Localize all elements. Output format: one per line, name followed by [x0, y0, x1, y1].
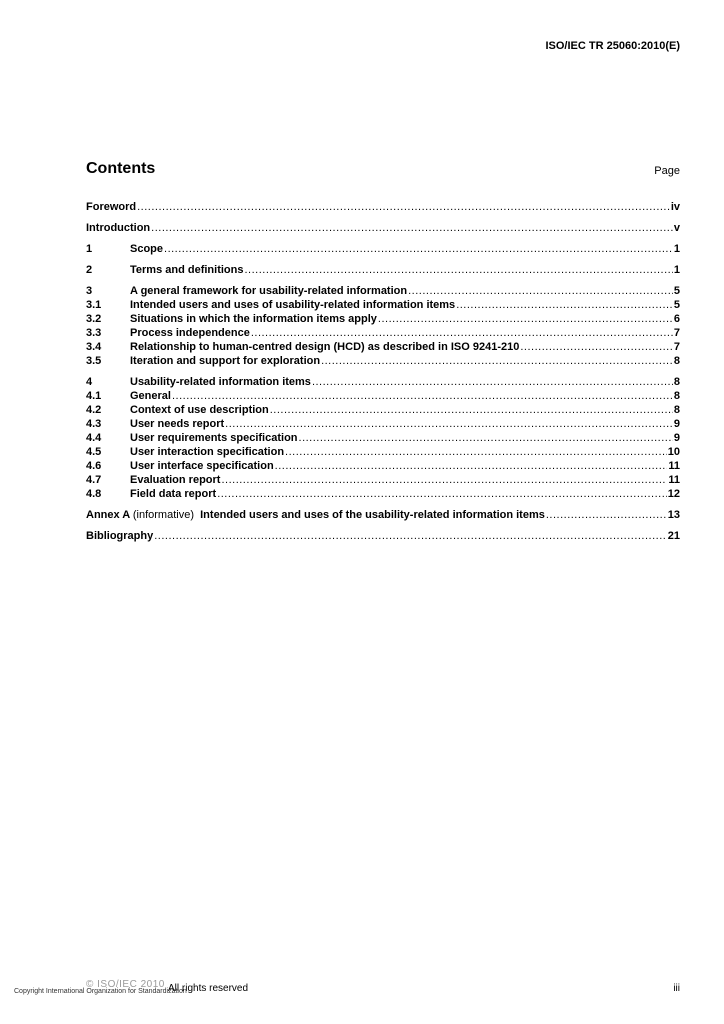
toc-entry-page: 1: [673, 243, 680, 255]
toc-entry-title: User interaction specification: [130, 446, 285, 458]
dot-leader: [251, 326, 673, 340]
toc-entry-page: iv: [670, 201, 680, 213]
toc-entry-number: 3: [86, 285, 93, 297]
toc-entry-number: 4.8: [86, 488, 102, 500]
document-id: ISO/IEC TR 25060:2010(E): [545, 40, 680, 52]
annex-label: Annex A: [86, 509, 130, 521]
toc-entry-number: 4.3: [86, 418, 102, 430]
toc-entry-title: Usability-related information items: [130, 376, 311, 388]
dot-leader: [270, 403, 673, 417]
toc-entry-number: 2: [86, 264, 93, 276]
toc-entry[interactable]: [86, 375, 680, 389]
dot-leader: [456, 298, 673, 312]
dot-leader: [172, 389, 673, 403]
dot-leader: [378, 312, 673, 326]
toc-entry-page: 5: [673, 299, 680, 311]
toc-entry-number: 4.6: [86, 460, 102, 472]
toc-entry[interactable]: [86, 417, 680, 431]
toc-entry-number: 3.5: [86, 355, 102, 367]
toc-entry[interactable]: [86, 354, 680, 368]
dot-leader: [217, 487, 667, 501]
toc-entry[interactable]: [86, 431, 680, 445]
toc-entry-title: A general framework for usability-related information: [130, 285, 408, 297]
toc-entry-title: Scope: [130, 243, 164, 255]
toc-entry[interactable]: [86, 284, 680, 298]
toc-entry-number: 4: [86, 376, 93, 388]
page-column-label: Page: [654, 165, 680, 177]
dot-leader: [244, 263, 672, 277]
table-of-contents: [86, 200, 680, 543]
dot-leader: [154, 529, 667, 543]
dot-leader: [520, 340, 673, 354]
toc-entry-number: 3.4: [86, 341, 102, 353]
toc-entry-title: Context of use description: [130, 404, 269, 416]
toc-entry[interactable]: [86, 326, 680, 340]
toc-entry-annex-a[interactable]: [86, 508, 680, 522]
toc-entry-number: 4.4: [86, 432, 102, 444]
toc-entry-page: 1: [673, 264, 680, 276]
annex-qualifier: (informative): [132, 509, 194, 521]
dot-leader: [221, 473, 667, 487]
toc-entry-number: 4.1: [86, 390, 102, 402]
toc-entry-page: 21: [667, 530, 680, 542]
toc-entry[interactable]: [86, 445, 680, 459]
toc-entry-page: 9: [673, 418, 680, 430]
dot-leader: [151, 221, 673, 235]
toc-entry-number: 3.1: [86, 299, 102, 311]
toc-entry[interactable]: [86, 340, 680, 354]
toc-entry-number: 3.2: [86, 313, 102, 325]
toc-entry[interactable]: [86, 312, 680, 326]
toc-entry[interactable]: [86, 263, 680, 277]
toc-entry-page: 6: [673, 313, 680, 325]
toc-entry-title: Relationship to human-centred design (HCD) as described in ISO 9241-210: [130, 341, 520, 353]
toc-entry[interactable]: [86, 473, 680, 487]
toc-entry-title: [86, 508, 545, 522]
toc-entry-title: User requirements specification: [130, 432, 298, 444]
toc-entry-page: 8: [673, 404, 680, 416]
toc-entry-title: Foreword: [86, 201, 137, 213]
toc-entry-page: 9: [673, 432, 680, 444]
toc-entry-page: 8: [673, 390, 680, 402]
toc-entry-number: 1: [86, 243, 93, 255]
toc-entry-page: v: [673, 222, 680, 234]
toc-entry-page: 10: [667, 446, 680, 458]
dot-leader: [225, 417, 673, 431]
footer-left: [14, 979, 314, 999]
toc-entry[interactable]: [86, 298, 680, 312]
toc-entry-title: Process independence: [130, 327, 250, 339]
toc-entry-number: 4.7: [86, 474, 102, 486]
footer-ghost-copyright: © ISO/IEC 2010: [86, 979, 165, 990]
dot-leader: [312, 375, 673, 389]
toc-entry[interactable]: [86, 403, 680, 417]
toc-entry-title: Intended users and uses of usability-related information items: [130, 299, 456, 311]
toc-entry-title: User interface specification: [130, 460, 274, 472]
toc-entry-page: 7: [673, 327, 680, 339]
annex-title: Intended users and uses of the usability-related information items: [200, 509, 545, 521]
footer-page-number: iii: [673, 983, 680, 994]
toc-entry-page: 12: [667, 488, 680, 500]
toc-entry-page: 11: [668, 460, 680, 472]
toc-entry-title: Introduction: [86, 222, 151, 234]
dot-leader: [321, 354, 673, 368]
toc-entry[interactable]: [86, 459, 680, 473]
dot-leader: [137, 200, 670, 214]
toc-entry-number: 4.2: [86, 404, 102, 416]
toc-entry[interactable]: [86, 487, 680, 501]
toc-entry-page: 7: [673, 341, 680, 353]
toc-entry-page: 5: [673, 285, 680, 297]
toc-entry-page: 8: [673, 355, 680, 367]
toc-entry-number: 4.5: [86, 446, 102, 458]
toc-entry-title: Situations in which the information items apply: [130, 313, 377, 325]
footer-rights-reserved: All rights reserved: [168, 983, 249, 994]
dot-leader: [408, 284, 673, 298]
toc-entry-title: Terms and definitions: [130, 264, 244, 276]
toc-entry-page: 8: [673, 376, 680, 388]
toc-entry-title: Evaluation report: [130, 474, 221, 486]
footer-copyright-stamp: Copyright International Organization for Standardization: [14, 988, 187, 995]
toc-entry-page: 11: [668, 474, 680, 486]
toc-entry-title: User needs report: [130, 418, 225, 430]
toc-entry[interactable]: [86, 389, 680, 403]
toc-entry-bibliography[interactable]: [86, 529, 680, 543]
dot-leader: [275, 459, 668, 473]
dot-leader: [546, 508, 667, 522]
toc-entry-title: Iteration and support for exploration: [130, 355, 321, 367]
toc-entry[interactable]: [86, 200, 680, 214]
contents-title: Contents: [86, 160, 156, 177]
dot-leader: [164, 242, 673, 256]
toc-entry[interactable]: [86, 242, 680, 256]
toc-entry-number: 3.3: [86, 327, 102, 339]
toc-entry-title: Field data report: [130, 488, 217, 500]
dot-leader: [299, 431, 673, 445]
dot-leader: [285, 445, 667, 459]
toc-entry-page: 13: [667, 509, 680, 521]
toc-entry-title: Bibliography: [86, 530, 154, 542]
toc-entry-title: General: [130, 390, 171, 402]
toc-entry[interactable]: [86, 221, 680, 235]
